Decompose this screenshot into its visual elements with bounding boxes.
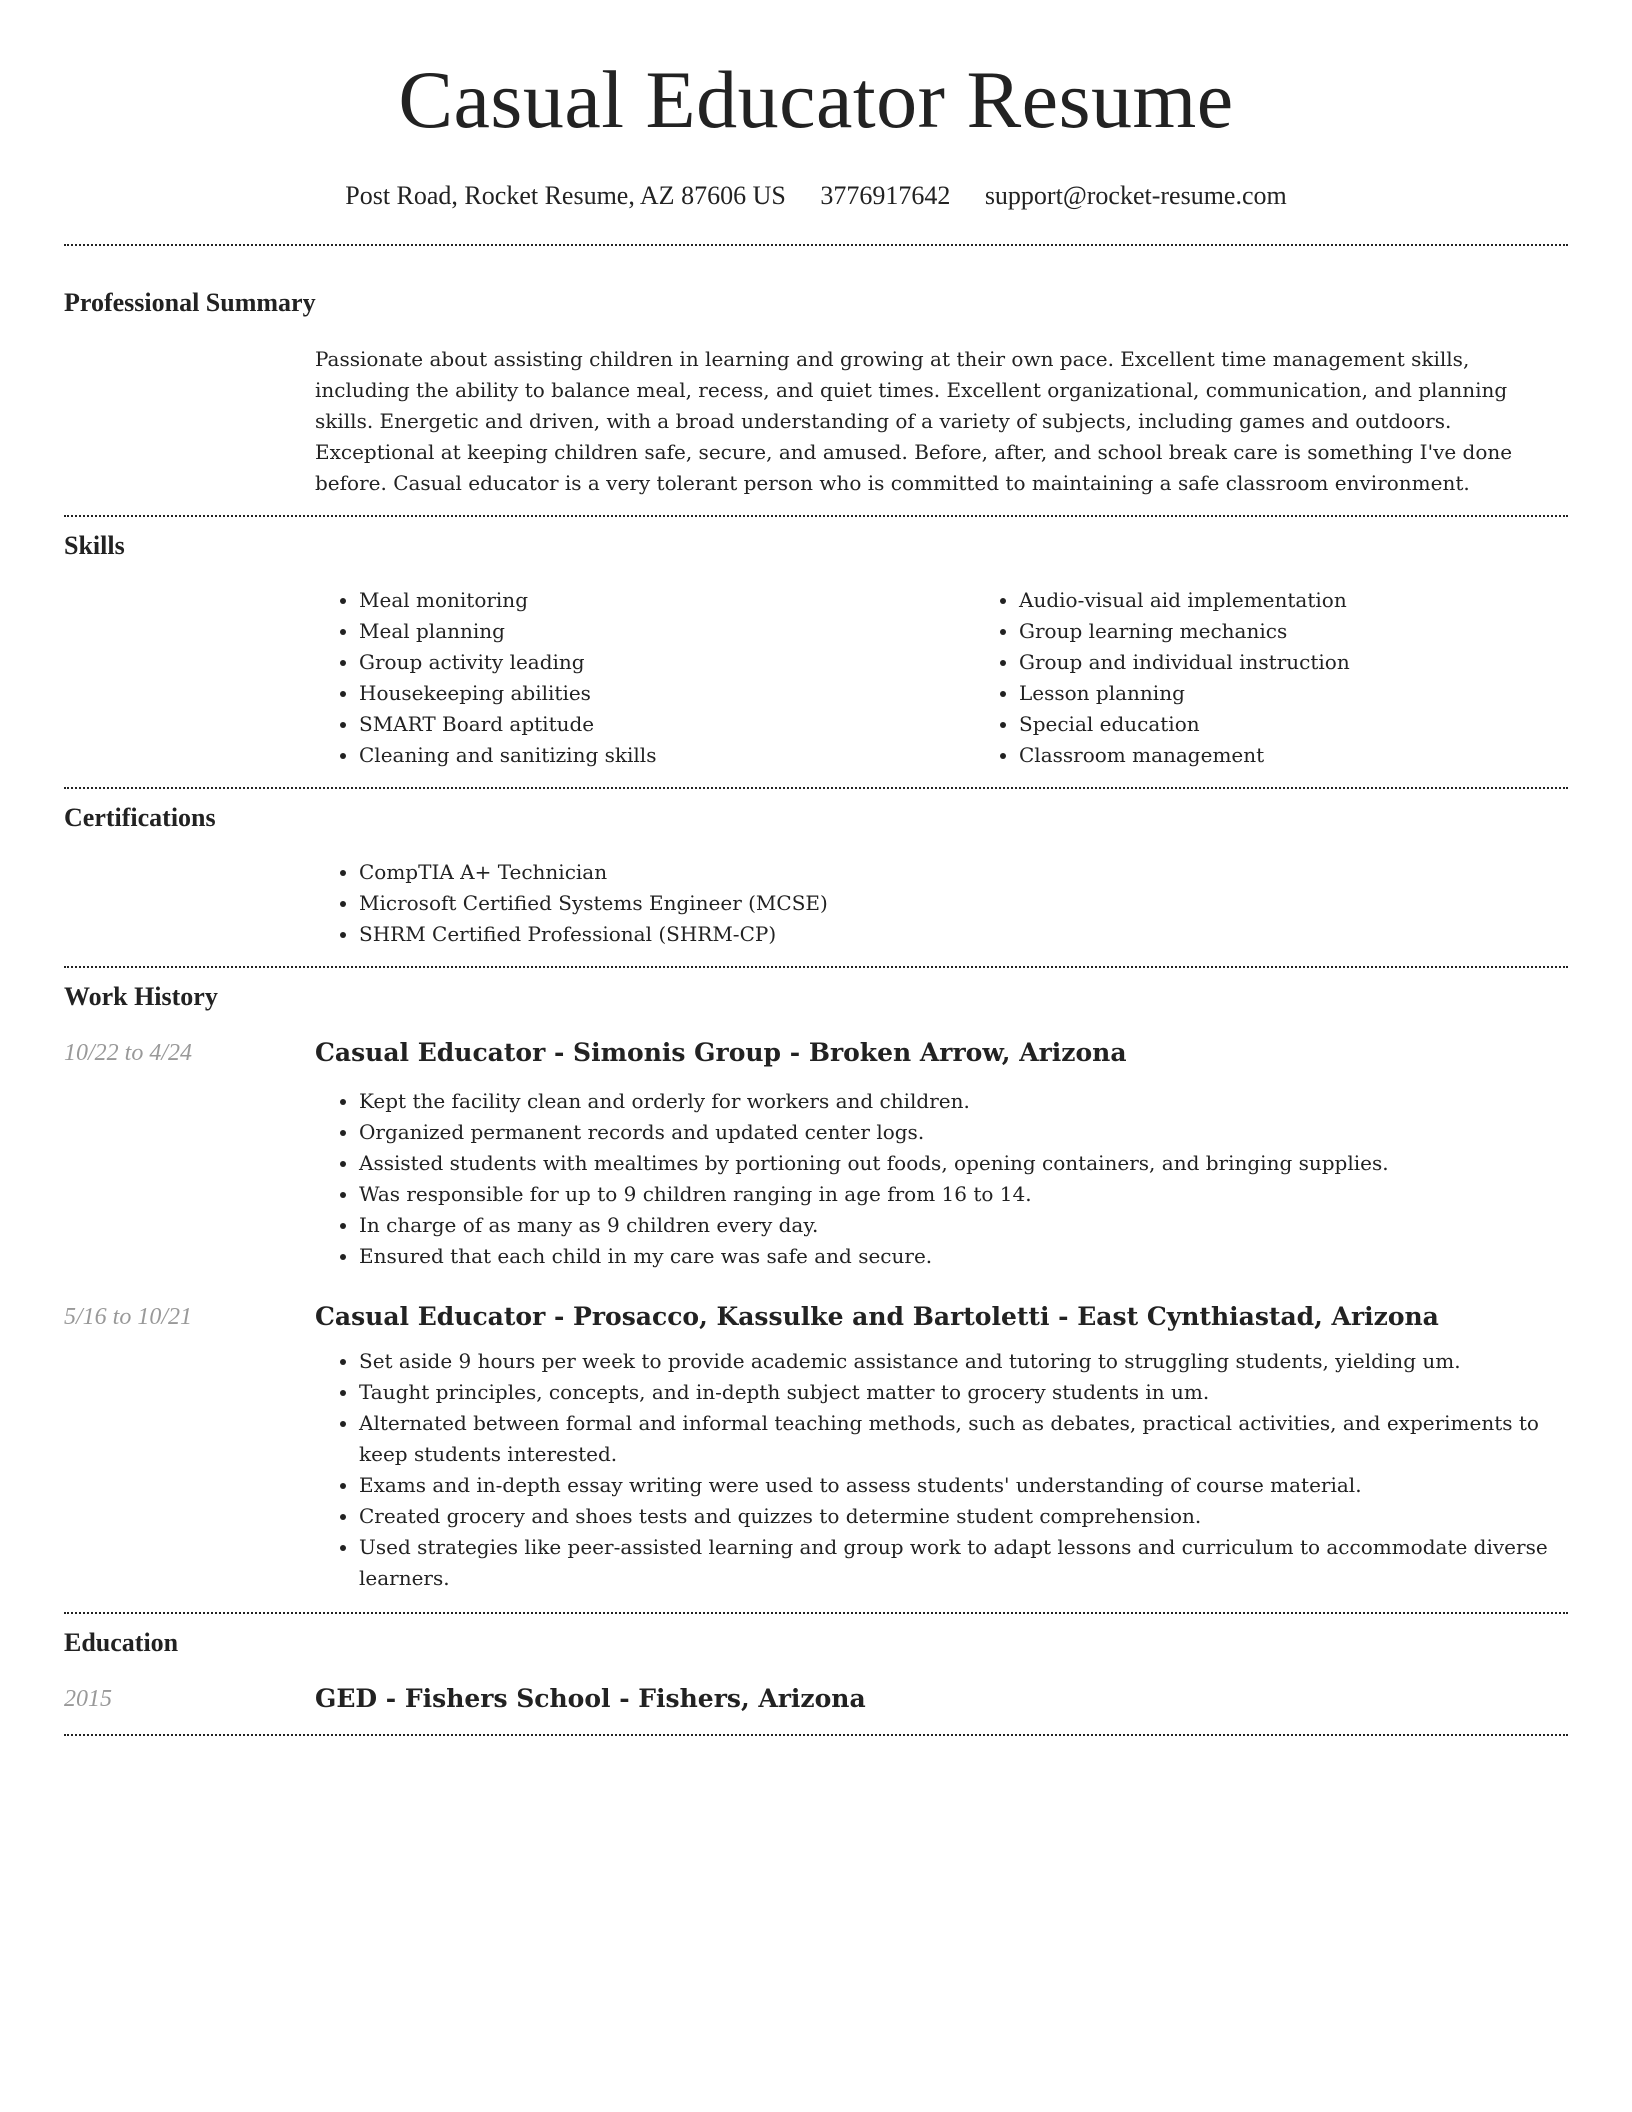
list-item: • Meal monitoring xyxy=(359,585,975,616)
contact-line xyxy=(64,181,1568,211)
skills-spacer xyxy=(64,585,315,771)
certifications-row xyxy=(64,857,1568,950)
list-item: • Kept the facility clean and orderly for workers and children. xyxy=(359,1086,1568,1117)
list-item: • SHRM Certified Professional (SHRM-CP) xyxy=(359,919,1568,950)
job-entry xyxy=(64,1038,1568,1272)
divider xyxy=(64,1734,1568,1736)
list-item: • In charge of as many as 9 children every day. xyxy=(359,1210,1568,1241)
list-item: • CompTIA A+ Technician xyxy=(359,857,1568,888)
list-item: • Set aside 9 hours per week to provide academic assistance and tutoring to struggling students, yielding um. xyxy=(359,1346,1568,1377)
list-item: • Group learning mechanics xyxy=(1019,616,1632,647)
skills-heading: Skills xyxy=(64,531,125,560)
resume-title: Casual Educator Resume xyxy=(398,54,1234,145)
list-item: • Housekeeping abilities xyxy=(359,678,975,709)
summary-spacer xyxy=(64,344,315,499)
job-title: Casual Educator - Simonis Group - Broken Arrow, Arizona xyxy=(315,1038,1127,1067)
list-item: • Taught principles, concepts, and in-depth subject matter to grocery students in um. xyxy=(359,1377,1568,1408)
summary-text: Passionate about assisting children in learning and growing at their own pace. Excellent time management skills, including the ability to balance meal, recess, and quiet times. Excellent organizational, communication, and planning skills. Energetic and driven, with a broad understanding of a variety of subjects, including games and outdoors. Exceptional at keeping children safe, secure, and amused. Before, after, and school break care is something I've done before. Casual educator is a very tolerant person who is committed to maintaining a safe classroom environment. xyxy=(315,347,1513,495)
education-year: 2015 xyxy=(64,1686,112,1712)
list-item: • Ensured that each child in my care was safe and secure. xyxy=(359,1241,1568,1272)
list-item: • Alternated between formal and informal teaching methods, such as debates, practical activities, and experiments to keep students interested. xyxy=(359,1408,1568,1470)
certifications-list xyxy=(315,857,1568,950)
certifications-spacer xyxy=(64,857,315,950)
list-item: • Was responsible for up to 9 children ranging in age from 16 to 14. xyxy=(359,1179,1568,1210)
skills-list-left xyxy=(315,585,975,771)
list-item: • Used strategies like peer-assisted learning and group work to adapt lessons and curriculum to accommodate diverse learners. xyxy=(359,1532,1568,1594)
contact-phone: 3776917642 xyxy=(820,181,951,210)
list-item: • Group and individual instruction xyxy=(1019,647,1632,678)
job-title: Casual Educator - Prosacco, Kassulke and Bartoletti - East Cynthiastad, Arizona xyxy=(315,1302,1439,1331)
list-item: • Microsoft Certified Systems Engineer (MCSE) xyxy=(359,888,1568,919)
summary-heading: Professional Summary xyxy=(64,288,316,317)
summary-body xyxy=(315,344,1568,499)
list-item: • Created grocery and shoes tests and quizzes to determine student comprehension. xyxy=(359,1501,1568,1532)
contact-email: support@rocket-resume.com xyxy=(984,181,1287,210)
job-dates: 10/22 to 4/24 xyxy=(64,1040,193,1066)
divider xyxy=(64,966,1568,968)
summary-row xyxy=(64,344,1568,499)
skills-row xyxy=(64,585,1568,771)
job-body xyxy=(315,1302,1568,1594)
divider xyxy=(64,787,1568,789)
list-item: • Group activity leading xyxy=(359,647,975,678)
job-entry xyxy=(64,1302,1568,1594)
job-dates: 5/16 to 10/21 xyxy=(64,1304,193,1330)
education-body xyxy=(315,1684,1568,1714)
job-bullets xyxy=(315,1086,1568,1272)
certifications-heading: Certifications xyxy=(64,803,216,832)
skills-list-right xyxy=(975,585,1632,771)
list-item: • Classroom management xyxy=(1019,740,1632,771)
skills-columns xyxy=(315,585,1632,771)
divider xyxy=(64,515,1568,517)
job-bullets xyxy=(315,1346,1568,1594)
contact-address: Post Road, Rocket Resume, AZ 87606 US xyxy=(345,181,786,210)
divider xyxy=(64,1612,1568,1614)
work-heading: Work History xyxy=(64,982,218,1011)
list-item: • Assisted students with mealtimes by portioning out foods, opening containers, and bringing supplies. xyxy=(359,1148,1568,1179)
job-body xyxy=(315,1038,1568,1272)
list-item: • Special education xyxy=(1019,709,1632,740)
list-item: • Meal planning xyxy=(359,616,975,647)
education-heading: Education xyxy=(64,1628,179,1657)
education-entry-title: GED - Fishers School - Fishers, Arizona xyxy=(315,1684,866,1713)
certifications-body xyxy=(315,857,1568,950)
list-item: • SMART Board aptitude xyxy=(359,709,975,740)
list-item: • Organized permanent records and updated center logs. xyxy=(359,1117,1568,1148)
divider xyxy=(64,244,1568,246)
list-item: • Cleaning and sanitizing skills xyxy=(359,740,975,771)
list-item: • Lesson planning xyxy=(1019,678,1632,709)
list-item: • Audio-visual aid implementation xyxy=(1019,585,1632,616)
education-entry xyxy=(64,1684,1568,1714)
list-item: • Exams and in-depth essay writing were used to assess students' understanding of course material. xyxy=(359,1470,1568,1501)
